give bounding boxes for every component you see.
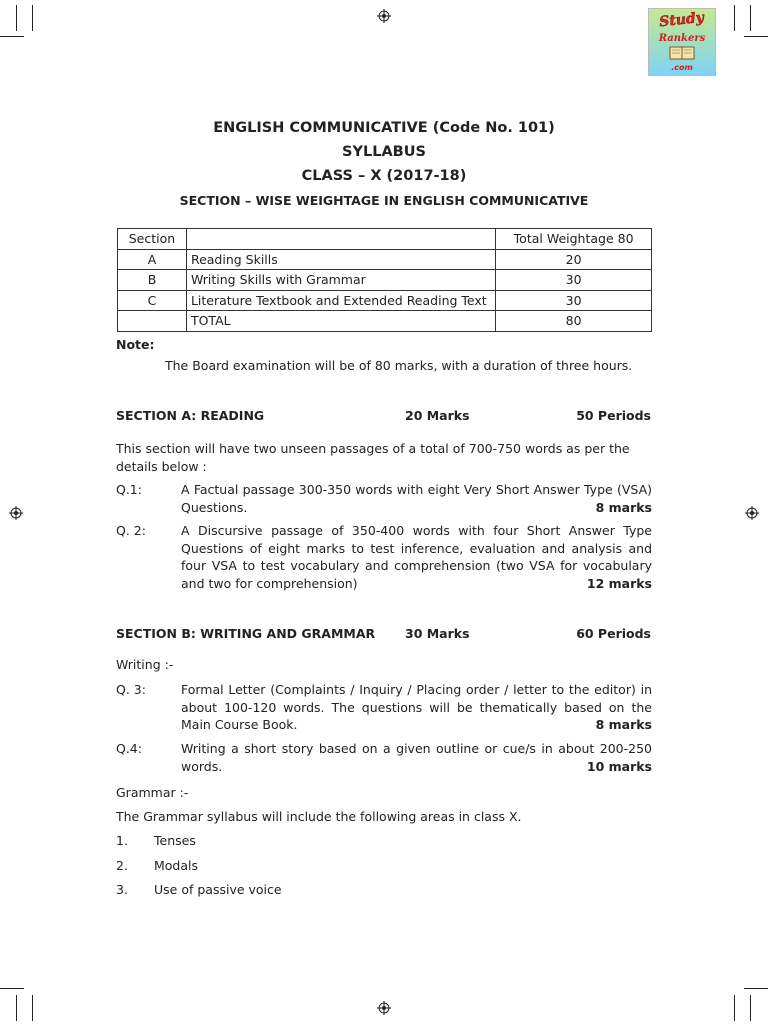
crop-mark	[0, 988, 24, 989]
table-row	[118, 249, 652, 270]
crop-mark	[32, 5, 33, 31]
table-cell-description: Reading Skills	[186, 249, 495, 270]
table-cell-description: TOTAL	[186, 311, 495, 332]
list-number: 3.	[116, 882, 128, 897]
page-subtitle: SYLLABUS	[342, 144, 426, 160]
list-number: 1.	[116, 833, 128, 848]
table-cell-description: Writing Skills with Grammar	[186, 270, 495, 291]
registration-mark-icon	[377, 1001, 391, 1015]
question-text: Formal Letter (Complaints / Inquiry / Placing order / letter to the editor) in about 100-120 words. The questions will be thematically based on the Main Course Book.	[181, 682, 652, 732]
question-text: Writing a short story based on a given outline or cue/s in about 200-250 words.	[181, 741, 652, 774]
table-header-cell: Total Weightage 80	[496, 229, 652, 250]
question-number: Q.4:	[116, 741, 142, 756]
section-b-marks: 30 Marks	[405, 626, 470, 641]
writing-label: Writing :-	[116, 657, 174, 672]
list-item	[116, 833, 196, 848]
section-a-periods: 50 Periods	[576, 408, 651, 423]
question-text: A Discursive passage of 350-400 words with four Short Answer Type Questions of eight marks to test inference, evaluation and analysis and four VSA to test vocabulary and comprehension (two VSA for vocabulary and two for comprehension)	[181, 523, 652, 591]
section-weightage-heading: SECTION – WISE WEIGHTAGE IN ENGLISH COMMUNICATIVE	[179, 193, 589, 208]
table-cell-section: B	[118, 270, 187, 291]
crop-mark	[744, 36, 768, 37]
question-item	[116, 522, 652, 592]
question-number: Q. 2:	[116, 523, 146, 538]
crop-mark	[0, 36, 24, 37]
table-cell-weightage: 80	[496, 311, 652, 332]
list-text: Tenses	[154, 833, 196, 848]
page-title: ENGLISH COMMUNICATIVE (Code No. 101)	[213, 120, 555, 136]
note-label: Note:	[116, 337, 155, 352]
logo-text-rankers: Rankers	[658, 33, 706, 44]
section-a-header	[116, 408, 651, 423]
note-text: The Board examination will be of 80 marks, with a duration of three hours.	[165, 358, 633, 373]
crop-mark	[16, 995, 17, 1021]
table-cell-weightage: 30	[496, 270, 652, 291]
question-marks: 12 marks	[586, 575, 652, 591]
logo-text-study: Study	[658, 9, 705, 31]
list-text: Modals	[154, 858, 199, 873]
grammar-intro: The Grammar syllabus will include the following areas in class X.	[116, 809, 522, 824]
registration-mark-icon	[745, 506, 759, 520]
table-cell-description: Literature Textbook and Extended Reading Text	[186, 290, 495, 311]
table-row	[118, 270, 652, 291]
studyrankers-logo	[648, 8, 716, 76]
list-text: Use of passive voice	[154, 882, 282, 897]
registration-mark-icon	[9, 506, 23, 520]
crop-mark	[734, 995, 735, 1021]
logo-text-com: .com	[671, 63, 693, 72]
list-item	[116, 858, 198, 873]
class-line: CLASS – X (2017-18)	[301, 168, 467, 184]
question-text: A Factual passage 300-350 words with eight Very Short Answer Type (VSA) Questions.	[181, 482, 652, 515]
registration-mark-icon	[377, 9, 391, 23]
table-header-cell	[186, 229, 495, 250]
question-item	[116, 481, 652, 516]
question-item	[116, 681, 652, 734]
table-cell-section: C	[118, 290, 187, 311]
crop-mark	[32, 995, 33, 1021]
crop-mark	[744, 988, 768, 989]
table-row	[118, 311, 652, 332]
section-b-header	[116, 626, 651, 641]
question-item	[116, 740, 652, 775]
question-marks: 10 marks	[586, 758, 652, 774]
question-number: Q.1:	[116, 482, 142, 497]
section-a-marks: 20 Marks	[405, 408, 470, 423]
table-row	[118, 290, 652, 311]
table-cell-weightage: 30	[496, 290, 652, 311]
book-icon	[670, 47, 694, 59]
table-header-cell: Section	[118, 229, 187, 250]
grammar-label: Grammar :-	[116, 785, 189, 800]
section-b-periods: 60 Periods	[576, 626, 651, 641]
crop-mark	[734, 5, 735, 31]
question-marks: 8 marks	[595, 717, 652, 732]
list-number: 2.	[116, 858, 128, 873]
crop-mark	[16, 5, 17, 31]
section-b-title: SECTION B: WRITING AND GRAMMAR	[116, 626, 376, 641]
table-cell-section	[118, 311, 187, 332]
table-cell-weightage: 20	[496, 249, 652, 270]
weightage-table	[117, 228, 652, 332]
list-item	[116, 882, 282, 897]
table-header-row	[118, 229, 652, 250]
question-marks: 8 marks	[595, 499, 652, 515]
table-cell-section: A	[118, 249, 187, 270]
question-number: Q. 3:	[116, 682, 146, 697]
section-a-title: SECTION A: READING	[116, 408, 265, 423]
crop-mark	[750, 5, 751, 31]
crop-mark	[750, 995, 751, 1021]
section-a-intro: This section will have two unseen passages of a total of 700-750 words as per the details below :	[116, 441, 630, 474]
